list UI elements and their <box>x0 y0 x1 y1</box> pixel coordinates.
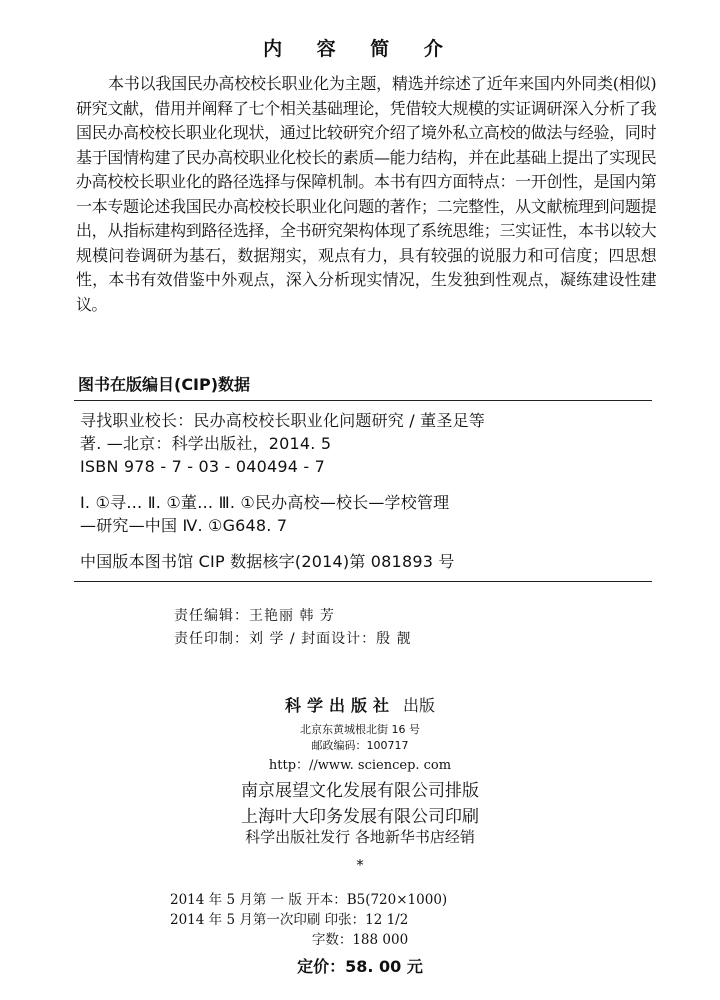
credits-printing-design: 责任印制：刘 学 / 封面设计：殷 靓 <box>174 631 412 647</box>
separator-asterisk: * <box>356 856 364 874</box>
publisher-address: 北京东黄城根北街 16 号 <box>300 723 420 736</box>
cip-record-number-block <box>80 550 650 573</box>
cip-class-line1: Ⅰ. ①寻… Ⅱ. ①董… Ⅲ. ①民办高校—校长—学校管理 <box>80 493 450 512</box>
cip-top-rule <box>74 400 652 401</box>
publisher-name: 科学出版社 <box>284 696 395 715</box>
spec-printing: 2014 年 5 月第一次印刷 印张：12 1/2 <box>170 912 409 928</box>
publisher-line <box>0 693 720 716</box>
publisher-website: http：//www. sciencep. com <box>268 758 452 773</box>
cip-heading: 图书在版编目(CIP)数据 <box>78 375 251 394</box>
publisher-postcode: 邮政编码：100717 <box>311 739 409 752</box>
distribution: 科学出版社发行 各地新华书店经销 <box>245 828 475 846</box>
cip-title-line1: 寻找职业校长：民办高校校长职业化问题研究 / 董圣足等 <box>80 411 485 430</box>
publisher-action: 出版 <box>403 696 436 715</box>
summary-body: 本书以我国民办高校校长职业化为主题，精选并综述了近年来国内外同类(相似)研究文献，借用并阐释了七个相关基础理论，凭借较大规模的实证调研深入分析了我国民办高校校长职业化现状，通过比较研究介绍了境外私立高校的做法与经验，同时基于国情构建了民办高校职业化校长的素质—能力结构，并在此基础上提出了实现民办高校校长职业化的路径选择与保障机制。本书有四方面特点：一开创性，是国内第一本专题论述我国民办高校校长职业化问题的著作；二完整性，从文献梳理到问题提出，从指标建构到路径选择，全书研究架构体现了系统思维；三实证性，本书以较大规模问卷调研为基石，数据翔实，观点有力，具有较强的说服力和可信度；四思想性，本书有效借鉴中外观点，深入分析现实情况，生发独到性观点，凝练建设性建议。 <box>76 74 656 314</box>
credits-editors: 责任编辑：王艳丽 韩 芳 <box>174 608 335 624</box>
cip-record-block <box>80 409 650 478</box>
cip-classification-block <box>80 491 650 537</box>
summary-title: 内 容 简 介 <box>263 38 457 60</box>
cip-class-line2: —研究—中国 Ⅳ. ①G648. 7 <box>80 516 288 535</box>
credits-block <box>174 605 412 651</box>
cip-isbn: ISBN 978 - 7 - 03 - 040494 - 7 <box>80 457 326 476</box>
cip-bottom-rule <box>74 581 652 582</box>
printer: 上海叶大印务发展有限公司印刷 <box>241 807 479 827</box>
price: 定价：58. 00 元 <box>297 957 423 976</box>
spec-word-count: 字数：188 000 <box>311 932 409 948</box>
cip-record-number: 中国版本图书馆 CIP 数据核字(2014)第 081893 号 <box>80 552 455 571</box>
typesetter: 南京展望文化发展有限公司排版 <box>241 781 479 801</box>
spec-edition: 2014 年 5 月第 一 版 开本：B5(720×1000) <box>170 892 448 908</box>
cip-title-line2: 著. —北京：科学出版社，2014. 5 <box>80 434 332 453</box>
